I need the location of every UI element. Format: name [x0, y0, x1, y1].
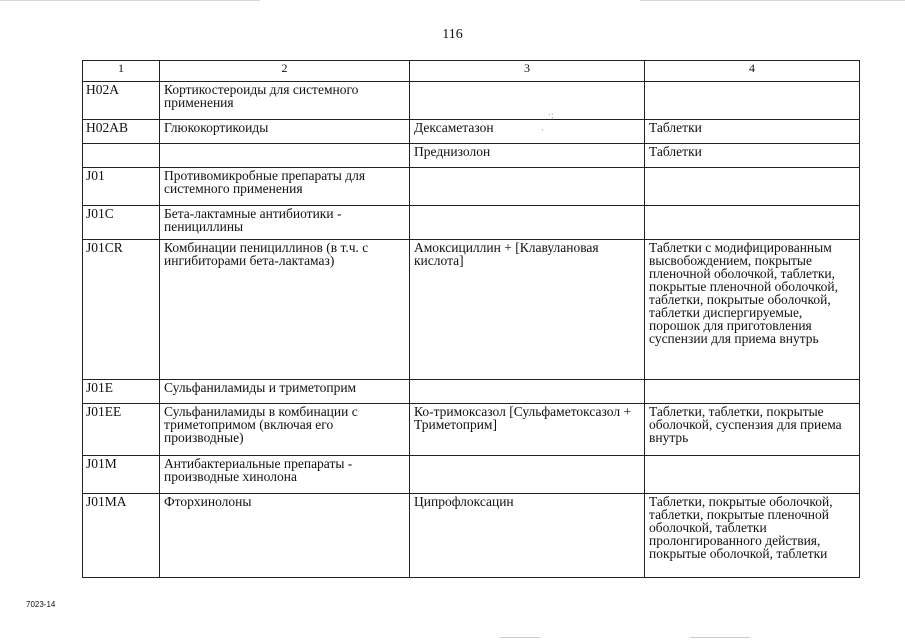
scan-edge-line	[690, 637, 750, 638]
drug-name-cell: Преднизолон	[410, 144, 645, 168]
drug-name-cell	[410, 168, 645, 206]
atc-code-cell	[83, 144, 160, 168]
drug-name-cell	[410, 206, 645, 240]
drug-name-cell: Дексаметазон	[410, 120, 645, 144]
dosage-form-cell	[645, 206, 860, 240]
scan-speck: ·	[541, 125, 544, 135]
scan-edge-line	[0, 0, 260, 1]
dosage-form-cell	[645, 380, 860, 404]
atc-code-cell: J01C	[83, 206, 160, 240]
footer-code: 7023-14	[26, 600, 56, 609]
group-name-cell: Глюкокортикоиды	[160, 120, 410, 144]
dosage-form-cell: Таблетки, покрытые оболочкой, таблетки, покрытые пленочной оболочкой, таблетки пролонгированного действия, покрытые оболочкой, таблетки	[645, 494, 860, 578]
page-number: 116	[442, 27, 463, 42]
header-col-2: 2	[160, 61, 410, 82]
table-row	[83, 404, 860, 456]
header-col-3: 3	[410, 61, 645, 82]
group-name-cell: Противомикробные препараты для системного применения	[160, 168, 410, 206]
table-header-row	[83, 61, 860, 82]
group-name-cell: Бета-лактамные антибиотики - пенициллины	[160, 206, 410, 240]
table-row	[83, 168, 860, 206]
dosage-form-cell	[645, 456, 860, 494]
dosage-form-cell	[645, 82, 860, 120]
atc-code-cell: J01MA	[83, 494, 160, 578]
table-row	[83, 380, 860, 404]
table-row	[83, 456, 860, 494]
atc-code-cell: J01E	[83, 380, 160, 404]
group-name-cell: Сульфаниламиды в комбинации с триметопримом (включая его производные)	[160, 404, 410, 456]
table-row	[83, 240, 860, 380]
table-row	[83, 494, 860, 578]
atc-code-cell: J01CR	[83, 240, 160, 380]
dosage-form-cell: Таблетки	[645, 120, 860, 144]
group-name-cell: Сульфаниламиды и триметоприм	[160, 380, 410, 404]
group-name-cell: Фторхинолоны	[160, 494, 410, 578]
drug-list-table	[82, 60, 860, 578]
group-name-cell: Комбинации пенициллинов (в т.ч. с ингибиторами бета-лактамаз)	[160, 240, 410, 380]
dosage-form-cell	[645, 168, 860, 206]
drug-name-cell	[410, 456, 645, 494]
drug-name-cell	[410, 380, 645, 404]
atc-code-cell: J01	[83, 168, 160, 206]
table-row	[83, 144, 860, 168]
dosage-form-cell: Таблетки	[645, 144, 860, 168]
group-name-cell: Антибактериальные препараты - производные хинолона	[160, 456, 410, 494]
group-name-cell	[160, 144, 410, 168]
scan-edge-line	[500, 637, 540, 638]
drug-name-cell: Ко-тримоксазол [Сульфаметоксазол + Триметоприм]	[410, 404, 645, 456]
table-row	[83, 82, 860, 120]
drug-name-cell: Ципрофлоксацин	[410, 494, 645, 578]
group-name-cell: Кортикостероиды для системного применения	[160, 82, 410, 120]
table-row	[83, 206, 860, 240]
atc-code-cell: H02AB	[83, 120, 160, 144]
atc-code-cell: J01M	[83, 456, 160, 494]
scan-edge-line	[640, 0, 905, 1]
dosage-form-cell: Таблетки с модифицированным высвобождением, покрытые пленочной оболочкой, таблетки, покрытые пленочной оболочкой, таблетки, покрытые оболочкой, таблетки диспергируемые, порошок для приготовления суспензии для приема внутрь	[645, 240, 860, 380]
header-col-4: 4	[645, 61, 860, 82]
atc-code-cell: H02A	[83, 82, 160, 120]
drug-name-cell: Амоксициллин + [Клавулановая кислота]	[410, 240, 645, 380]
dosage-form-cell: Таблетки, таблетки, покрытые оболочкой, суспензия для приема внутрь	[645, 404, 860, 456]
scan-speck: ·:	[548, 110, 554, 120]
drug-name-cell	[410, 82, 645, 120]
atc-code-cell: J01EE	[83, 404, 160, 456]
table-row	[83, 120, 860, 144]
header-col-1: 1	[83, 61, 160, 82]
